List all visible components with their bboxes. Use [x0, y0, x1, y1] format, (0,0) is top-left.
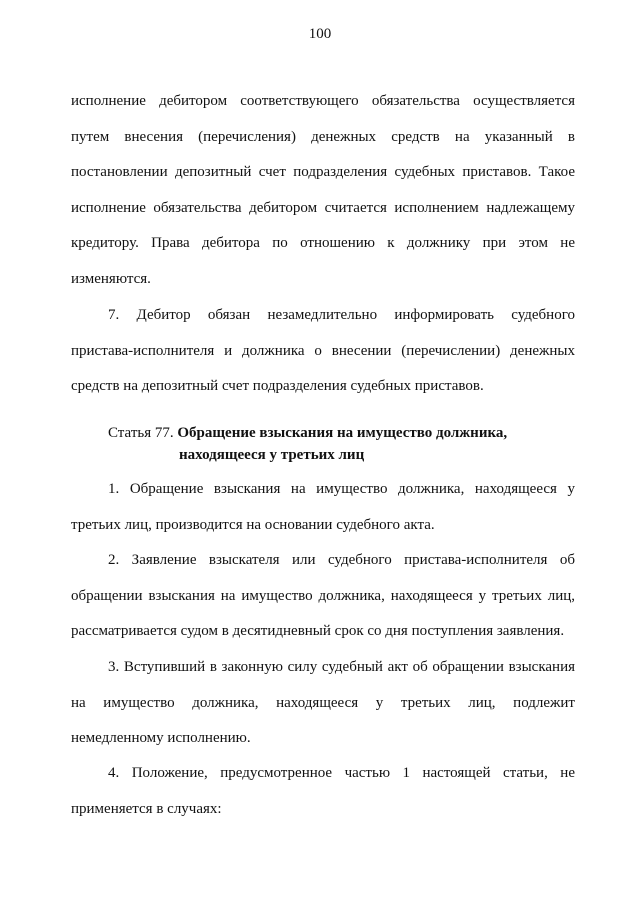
text-line: пристава-исполнителя и должника о внесении (перечислении) денежных [71, 342, 575, 359]
text-line: путем внесения (перечисления) денежных средств на указанный в [71, 128, 575, 145]
paragraph-item-1 [71, 472, 575, 543]
article-title: Обращение взыскания на имущество должника, [177, 425, 508, 441]
text-line: третьих лиц, производится на основании судебного акта. [71, 516, 435, 533]
text-line: 1. Обращение взыскания на имущество должника, находящееся у [108, 481, 575, 497]
text-line: 7. Дебитор обязан незамедлительно информировать судебного [108, 307, 575, 323]
text-line: 4. Положение, предусмотренное частью 1 настоящей статьи, не [108, 765, 575, 781]
page-number: 100 [308, 26, 332, 42]
text-line: 3. Вступивший в законную силу судебный акт об обращении взыскания [108, 659, 575, 675]
text-line: обращении взыскания на имущество должника, находящееся у третьих лиц, [71, 587, 575, 604]
text-line: применяется в случаях: [71, 800, 222, 817]
text-line: 2. Заявление взыскателя или судебного пристава-исполнителя об [108, 552, 575, 568]
paragraph-item-7 [71, 298, 575, 405]
article-number: Статья 77. [108, 425, 174, 441]
article-title-continuation: находящееся у третьих лиц [179, 447, 365, 463]
text-line: средств на депозитный счет подразделения судебных приставов. [71, 378, 484, 394]
text-line: на имущество должника, находящееся у третьих лиц, подлежит [71, 694, 575, 711]
article-heading [108, 422, 578, 466]
paragraph-debtor-payment [71, 84, 575, 297]
paragraph-item-4 [71, 756, 575, 827]
text-line: изменяются. [71, 270, 151, 287]
paragraph-item-2 [71, 543, 575, 650]
text-line: кредитору. Права дебитора по отношению к должнику при этом не [71, 235, 575, 251]
text-line: немедленному исполнению. [71, 730, 251, 746]
text-line: рассматривается судом в десятидневный срок со дня поступления заявления. [71, 623, 565, 639]
paragraph-item-3 [71, 650, 575, 757]
text-line: постановлении депозитный счет подразделения судебных приставов. Такое [71, 164, 575, 180]
text-line: исполнение дебитором соответствующего обязательства осуществляется [71, 93, 575, 109]
text-line: исполнение обязательства дебитором считается исполнением надлежащему [71, 199, 575, 216]
